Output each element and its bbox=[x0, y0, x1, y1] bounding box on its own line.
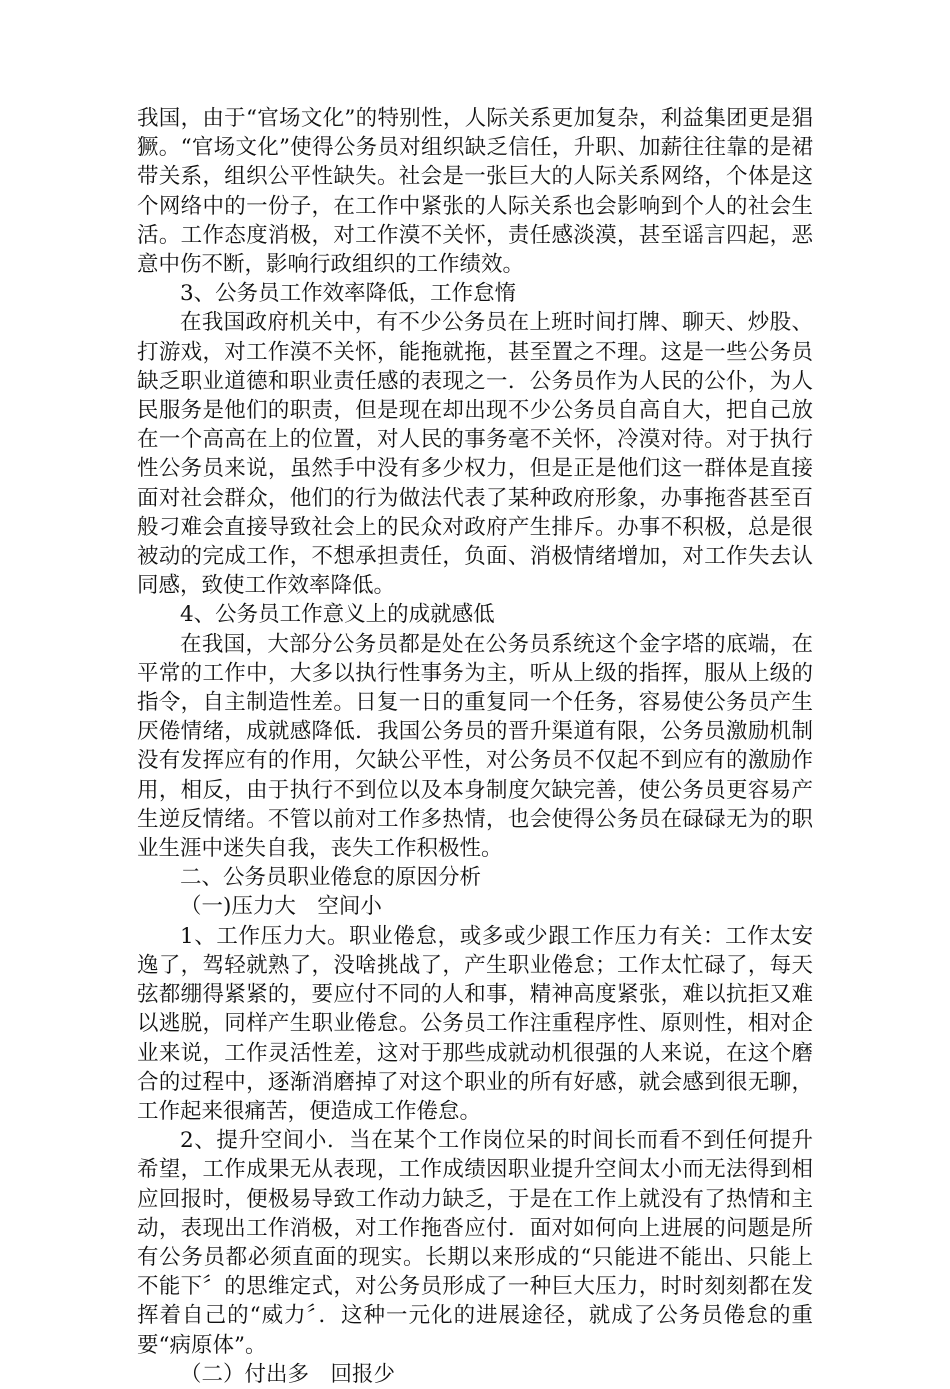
document-body bbox=[137, 104, 813, 1389]
section-heading-3: 3、公务员工作效率降低，工作怠惰 bbox=[180, 281, 517, 307]
paragraph-promotion-space: 2、提升空间小．当在某个工作岗位呆的时间长而看不到任何提升希望，工作成果无从表现，工作成绩因职业提升空间太小而无法得到相应回报时，便极易导致工作动力缺乏，于是在工作上就没有了热情和主动，表现出工作消极，对工作拖沓应付．面对如何向上进展的问题是所有公务员都必须直面的现实。长期以来形成的“只能进不能出、只能上不能下〞的思维定式，对公务员形成了一种巨大压力，时时刻刻都在发挥着自己的“威力〞．这种一元化的进展途径，就成了公务员倦怠的重要“病原体”。 bbox=[137, 1128, 813, 1358]
subsection-heading-reward: （二）付出多 回报少 bbox=[180, 1361, 396, 1387]
paragraph-continuation: 我国，由于“官场文化”的特别性，人际关系更加复杂，利益集团更是猖獗。“官场文化”使得公务员对组织缺乏信任，升职、加薪往往靠的是裙带关系，组织公平性缺失。社会是一张巨大的人际关系网络，个体是这个网络中的一份子，在工作中紧张的人际关系也会影响到个人的社会生活。工作态度消极，对工作漠不关怀，责任感淡漠，甚至谣言四起，恶意中伤不断，影响行政组织的工作绩效。 bbox=[137, 106, 813, 278]
paragraph-efficiency: 在我国政府机关中，有不少公务员在上班时间打牌、聊天、炒股、打游戏，对工作漠不关怀，能拖就拖，甚至置之不理。这是一些公务员缺乏职业道德和职业责任感的表现之一．公务员作为人民的公仆，为人民服务是他们的职责，但是现在却出现不少公务员自高自大，把自己放在一个高高在上的位置，对人民的事务毫不关怀，冷漠对待。对于执行性公务员来说，虽然手中没有多少权力，但是正是他们这一群体是直接面对社会群众，他们的行为做法代表了某种政府形象，办事拖沓甚至百般刁难会直接导致社会上的民众对政府产生排斥。办事不积极，总是很被动的完成工作，不想承担责任，负面、消极情绪增加，对工作失去认同感，致使工作效率降低。 bbox=[137, 310, 813, 599]
section-heading-causes: 二、公务员职业倦怠的原因分析 bbox=[180, 865, 482, 891]
paragraph-achievement: 在我国，大部分公务员都是处在公务员系统这个金字塔的底端，在平常的工作中，大多以执行性事务为主，听从上级的指挥，服从上级的指令，自主制造性差。日复一日的重复同一个任务，容易使公务员产生厌倦情绪，成就感降低．我国公务员的晋升渠道有限，公务员激励机制没有发挥应有的作用，欠缺公平性，对公务员不仅起不到应有的激励作用，相反，由于执行不到位以及本身制度欠缺完善，使公务员更容易产生逆反情绪。不管以前对工作多热情，也会使得公务员在碌碌无为的职业生涯中迷失自我，丧失工作积极性。 bbox=[137, 631, 813, 862]
paragraph-work-pressure: 1、工作压力大。职业倦怠，或多或少跟工作压力有关：工作太安逸了，驾轻就熟了，没啥挑战了，产生职业倦怠；工作太忙碌了，每天弦都绷得紧紧的，要应付不同的人和事，精神高度紧张，难以抗拒又难以逃脱，同样产生职业倦怠。公务员工作注重程序性、原则性，相对企业来说，工作灵活性差，这对于那些成就动机很强的人来说，在这个磨合的过程中，逐渐消磨掉了对这个职业的所有好感，就会感到很无聊，工作起来很痛苦，便造成工作倦怠。 bbox=[137, 923, 813, 1124]
section-heading-4: 4、公务员工作意义上的成就感低 bbox=[180, 602, 495, 628]
subsection-heading-pressure: （一)压力大 空间小 bbox=[180, 894, 382, 920]
